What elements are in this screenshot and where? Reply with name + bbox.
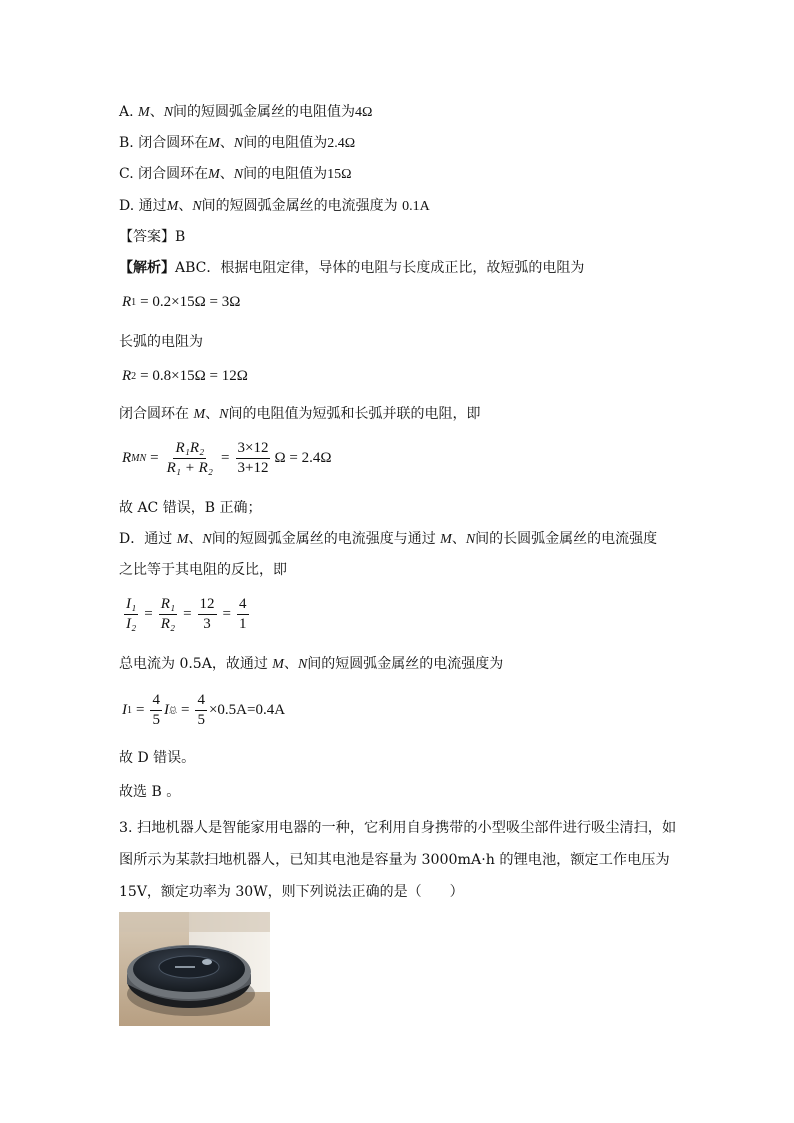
equation-i1: I 1 = $\frac{4}{5}$ I 总 = $\frac{4}{5}$ ×0.5A=0.4A (122, 691, 286, 728)
total-current-text: 总电流为 0.5A，故通过 M、N间的短圆弧金属丝的电流强度为 (119, 656, 504, 672)
equation-ratio: $\frac{\text{I₁}}{\text{I₂}}$ = $\frac{\text{R₁}}{\text{R₂}}$ = $\frac{12}{3}$ = $\frac{4}{1}$ (126, 595, 247, 632)
conclusion-ac-b: 故 AC 错误，B 正确； (119, 500, 262, 516)
fraction-r1r2: $\frac{\text{R₁R₂}}{\text{R₁ + R₂}}$ (166, 439, 214, 476)
question3-line1: 3. 扫地机器人是智能家用电器的一种，它利用自身携带的小型吸尘部件进行吸尘清扫，如 (119, 820, 677, 836)
option-c: C. 闭合圆环在M、N间的电阻值为15Ω (119, 166, 352, 182)
d-analysis-line2: 之比等于其电阻的反比，即 (119, 562, 287, 578)
analysis-intro: 【解析】ABC．根据电阻定律，导体的电阻与长度成正比，故短弧的电阻为 (119, 260, 585, 276)
option-a: A. M、N间的短圆弧金属丝的电阻值为4Ω (119, 104, 373, 120)
long-arc-text: 长弧的电阻为 (119, 334, 203, 350)
conclusion-d: 故 D 错误。 (119, 750, 196, 766)
equation-r2: R 2 = 0.8×15Ω = 12Ω (122, 367, 248, 384)
final-choice: 故选 B 。 (119, 784, 181, 800)
equation-r1: R 1 = 0.2×15Ω = 3Ω (122, 293, 241, 310)
parallel-text: 闭合圆环在 M、N间的电阻值为短弧和长弧并联的电阻，即 (119, 406, 481, 422)
answer: 【答案】B (119, 229, 186, 245)
question3-line3: 15V，额定功率为 30W，则下列说法正确的是（ ） (119, 884, 464, 900)
fraction-numeric: $\frac{3\times 12}{3+12}$ (237, 439, 269, 476)
analysis-label: 【解析】 (119, 260, 175, 276)
option-b: B. 闭合圆环在M、N间的电阻值为2.4Ω (119, 135, 356, 151)
option-d: D. 通过M、N间的短圆弧金属丝的电流强度为 0.1A (119, 198, 430, 214)
question3-line2: 图所示为某款扫地机器人，已知其电池是容量为 3000mA·h 的锂电池，额定工作电压为 (119, 852, 670, 868)
equation-rmn: R MN = $\frac{\text{R₁R₂}}{\text{R₁ + R₂}}$ = $\frac{3\times 12}{3+12}$ Ω = 2.4Ω (122, 439, 332, 476)
d-analysis-line1: D．通过 M、N间的短圆弧金属丝的电流强度与通过 M、N间的长圆弧金属丝的电流强度 (119, 531, 658, 547)
robot-vacuum-photo (119, 912, 270, 1026)
